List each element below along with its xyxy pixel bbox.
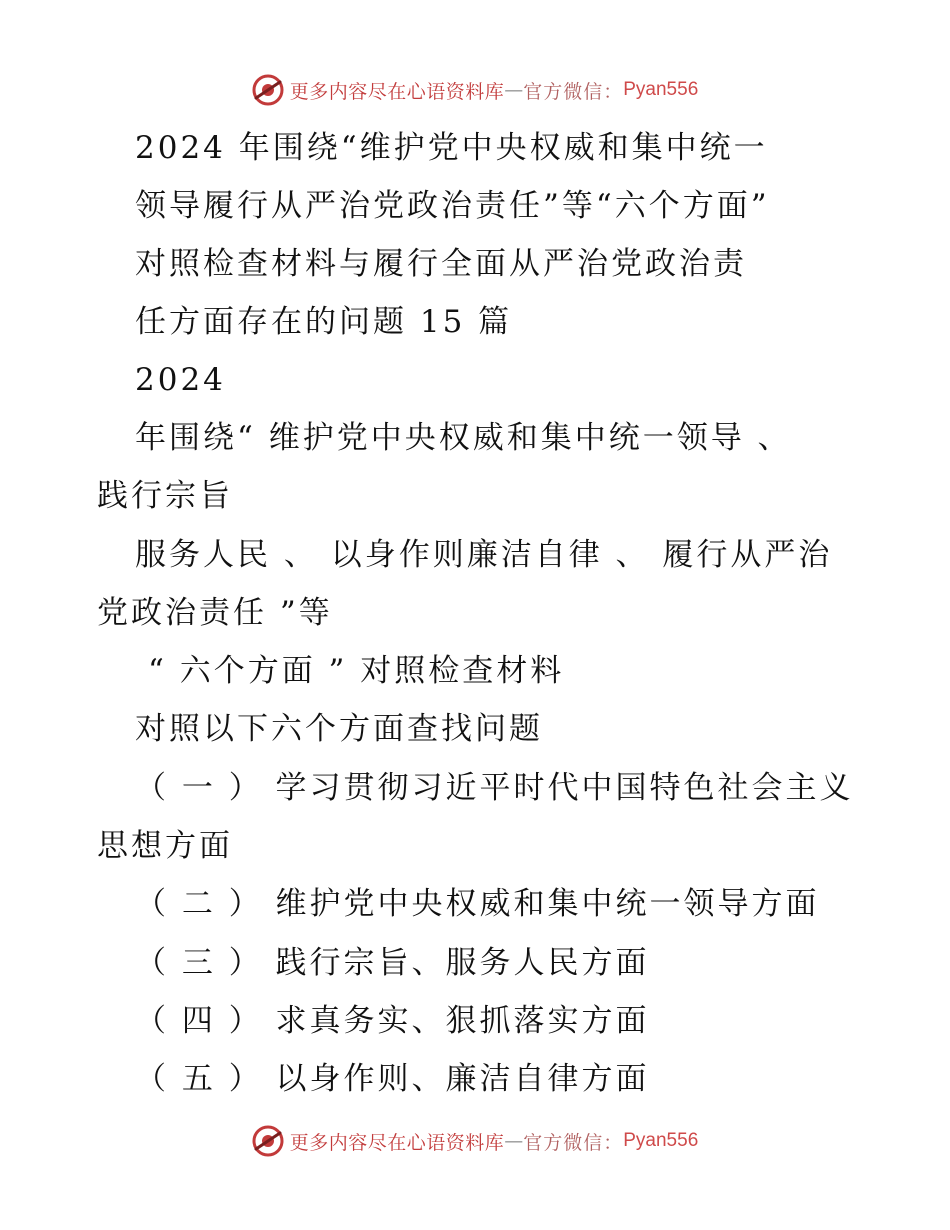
banner-dash: —: [504, 1130, 524, 1152]
title-line-1: 2024 年围绕“维护党中央权威和集中统一: [135, 130, 768, 166]
seal-logo-icon: [252, 74, 284, 106]
footer-watermark-banner: [0, 1121, 950, 1161]
paragraph-line: 对照以下六个方面查找问题: [135, 711, 543, 747]
banner-wechat-id: Pyan556: [623, 1130, 699, 1151]
list-item: （ 二 ） 维护党中央权威和集中统一领导方面: [135, 886, 820, 922]
header-watermark-banner: [0, 70, 950, 110]
banner-site-text: 更多内容尽在心语资料库: [289, 80, 505, 103]
title-line-4: 任方面存在的问题 15 篇: [135, 304, 513, 340]
list-item-continuation: 思想方面: [97, 828, 233, 864]
list-item: （ 五 ） 以身作则、廉洁自律方面: [135, 1061, 650, 1097]
title-line-3: 对照检查材料与履行全面从严治党政治责: [135, 246, 747, 282]
banner-dash: —: [504, 79, 524, 101]
paragraph-line: 践行宗旨: [97, 478, 233, 514]
banner-wechat-label: 官方微信：: [523, 80, 624, 103]
title-line-2: 领导履行从严治党政治责任”等“六个方面”: [135, 188, 770, 224]
banner-wechat-label: 官方微信：: [523, 1131, 624, 1154]
paragraph-line: 党政治责任 ”等: [97, 595, 333, 631]
section-heading: “ 六个方面 ” 对照检查材料: [148, 653, 565, 689]
paragraph-line: 2024: [135, 362, 226, 398]
list-item: （ 四 ） 求真务实、狠抓落实方面: [135, 1003, 650, 1039]
banner-wechat-id: Pyan556: [623, 79, 699, 100]
seal-logo-icon: [252, 1125, 284, 1157]
list-item: （ 一 ） 学习贯彻习近平时代中国特色社会主义: [135, 770, 854, 806]
paragraph-line: 年围绕“ 维护党中央权威和集中统一领导 、: [135, 420, 792, 456]
paragraph-line: 服务人民 、 以身作则廉洁自律 、 履行从严治: [135, 537, 833, 573]
banner-site-text: 更多内容尽在心语资料库: [289, 1131, 505, 1154]
list-item: （ 三 ） 践行宗旨、服务人民方面: [135, 945, 650, 981]
